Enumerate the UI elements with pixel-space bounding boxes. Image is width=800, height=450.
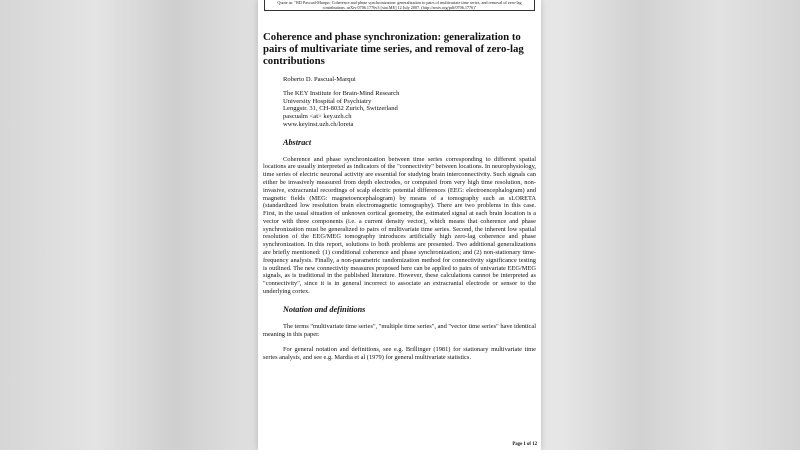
notation-heading: Notation and definitions bbox=[283, 304, 366, 314]
affiliation-website: www.keyinst.uzh.ch/loreta bbox=[283, 120, 354, 128]
page-number: Page 1 of 12 bbox=[512, 442, 537, 447]
citation-header: Quote as: "RD Pascual-Marqui: Coherence and phase synchronization: generalization to pairs of multivariate time series, and removal of zero-lag contributions. arXiv:0706.1776v3 [stat.ME] 12 July 2007. (http://arxiv.org/pdf/0706.1776)" bbox=[264, 0, 535, 11]
document-page bbox=[258, 0, 541, 450]
affiliation-email: pascualm <at> key.uzh.ch bbox=[283, 113, 352, 121]
paper-title: Coherence and phase synchronization: generalization to pairs of multivariate time series, and removal of zero-lag contributions bbox=[263, 31, 524, 67]
affiliation-block bbox=[283, 90, 536, 129]
affiliation-line: University Hospital of Psychiatry bbox=[283, 97, 372, 105]
abstract-text: Coherence and phase synchronization between time series corresponding to different spatial locations are usually interpreted as indicators of the "connectivity" between locations. In neurophysiology, time series of electric neuronal activity are essential for studying brain interconnectivity. Such signals can either be invasively measured from depth electrodes, or computed from very high time resolution, non-invasive, extracranial recordings of scalp electric potential differences (EEG: electroencephalogram) and magnetic fields (MEG: magnetoencephalogram) by means of a tomography such as sLORETA (standardized low resolution brain electromagnetic tomography). There are two problems in this case. First, in the usual situation of unknown cortical geometry, the estimated signal at each brain location is a vector with three components (i.e. a current density vector), which means that coherence and phase synchronization must be generalized to pairs of multivariate time series. Second, the inherent low spatial resolution of the EEG/MEG tomography introduces artificially high zero-lag coherence and phase synchronization. In this report, solutions to both problems are presented. Two additional generalizations are briefly mentioned: (1) conditional coherence and phase synchronization; and (2) non-stationary time-frequency analysis. Finally, a non-parametric randomization method for connectivity significance testing is outlined. The new connectivity measures proposed here can be applied to pairs of univariate EEG/MEG signals, as is traditional in the published literature. However, these calculations cannot be interpreted as "connectivity", since it is in general incorrect to associate an extracranial electrode or sensor to the underlying cortex. bbox=[263, 155, 536, 296]
affiliation-line: Lenggstr. 31, CH-8032 Zurich, Switzerland bbox=[283, 105, 398, 113]
abstract-heading: Abstract bbox=[283, 137, 312, 147]
page-content bbox=[263, 31, 536, 362]
author-name: Roberto D. Pascual-Marqui bbox=[283, 76, 356, 83]
notation-paragraph-1: The terms "multivariate time series", "multiple time series", and "vector time series" have identical meaning in this paper. bbox=[263, 322, 536, 338]
affiliation-line: The KEY Institute for Brain-Mind Research bbox=[283, 90, 400, 97]
notation-paragraph-2: For general notation and definitions, see e.g. Brillinger (1981) for stationary multivariate time series analysis, and see e.g. Mardia et al (1979) for general multivariate statistics. bbox=[263, 346, 536, 362]
